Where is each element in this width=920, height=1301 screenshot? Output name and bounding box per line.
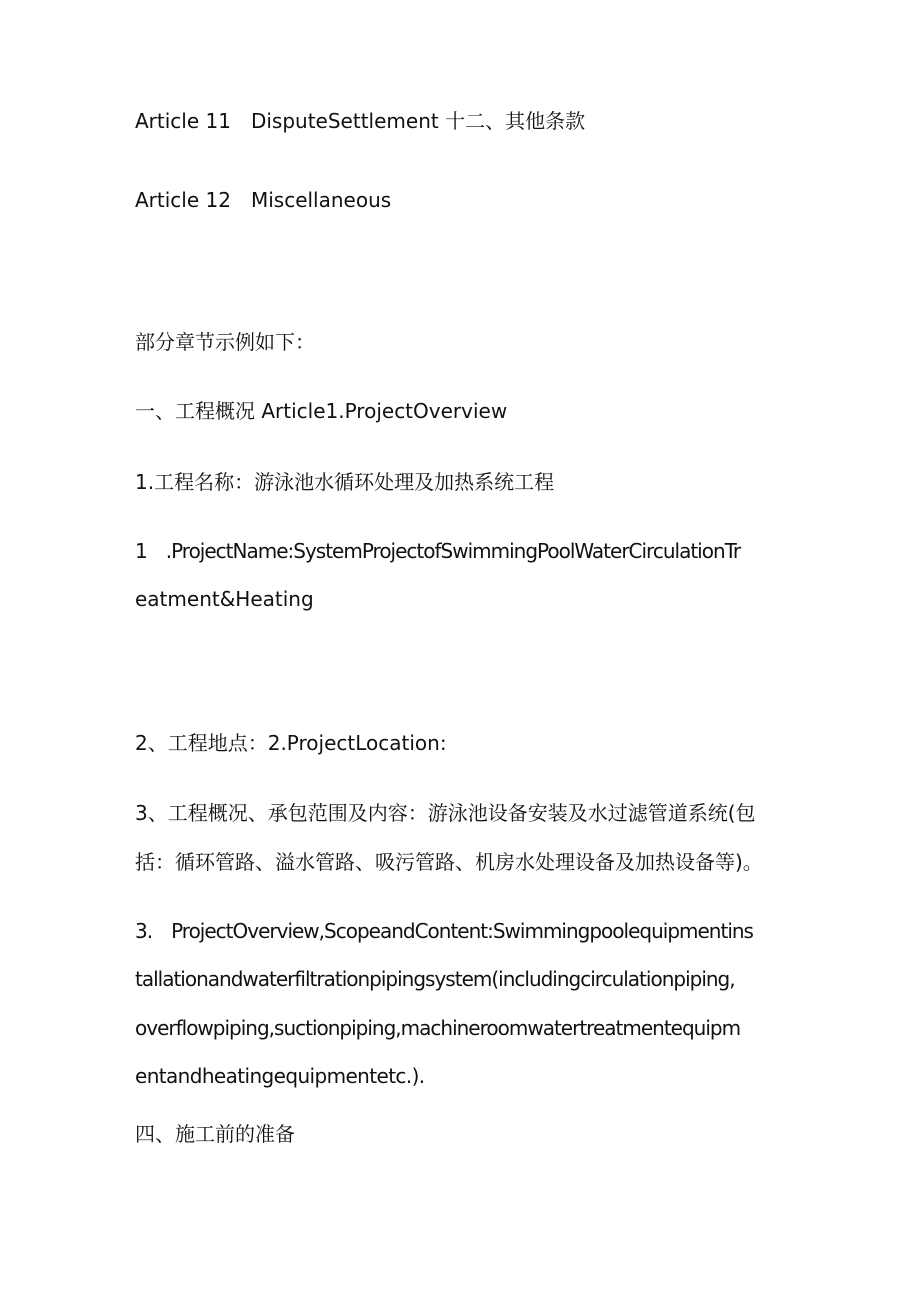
article-12-heading: Article 12 Miscellaneous xyxy=(135,188,392,212)
project-name-en-line1: 1 .ProjectName:SystemProjectofSwimmingPoolWaterCirculationTr xyxy=(135,539,741,563)
project-overview-heading: 一、工程概况 Article1.ProjectOverview xyxy=(135,399,508,423)
project-location: 2、工程地点：2.ProjectLocation: xyxy=(135,731,447,755)
project-name-cn: 1.工程名称：游泳池水循环处理及加热系统工程 xyxy=(135,470,555,494)
section-examples-intro: 部分章节示例如下： xyxy=(135,330,315,354)
preparation-heading: 四、施工前的准备 xyxy=(135,1122,295,1146)
scope-en-line1: 3. ProjectOverview,ScopeandContent:Swimmingpoolequipmentins xyxy=(135,919,753,943)
article-11-heading: Article 11 DisputeSettlement 十二、其他条款 xyxy=(135,109,586,133)
scope-en-line2: tallationandwaterfiltrationpipingsystem(includingcirculationpiping, xyxy=(135,967,735,991)
scope-cn-line1: 3、工程概况、承包范围及内容：游泳池设备安装及水过滤管道系统(包 xyxy=(135,801,756,825)
project-name-en-line2: eatment&Heating xyxy=(135,587,314,611)
scope-en-line4: entandheatingequipmentetc.). xyxy=(135,1064,425,1088)
scope-en-line3: overflowpiping,suctionpiping,machineroomwatertreatmentequipm xyxy=(135,1016,741,1040)
scope-cn-line2: 括：循环管路、溢水管路、吸污管路、机房水处理设备及加热设备等)。 xyxy=(135,850,763,874)
